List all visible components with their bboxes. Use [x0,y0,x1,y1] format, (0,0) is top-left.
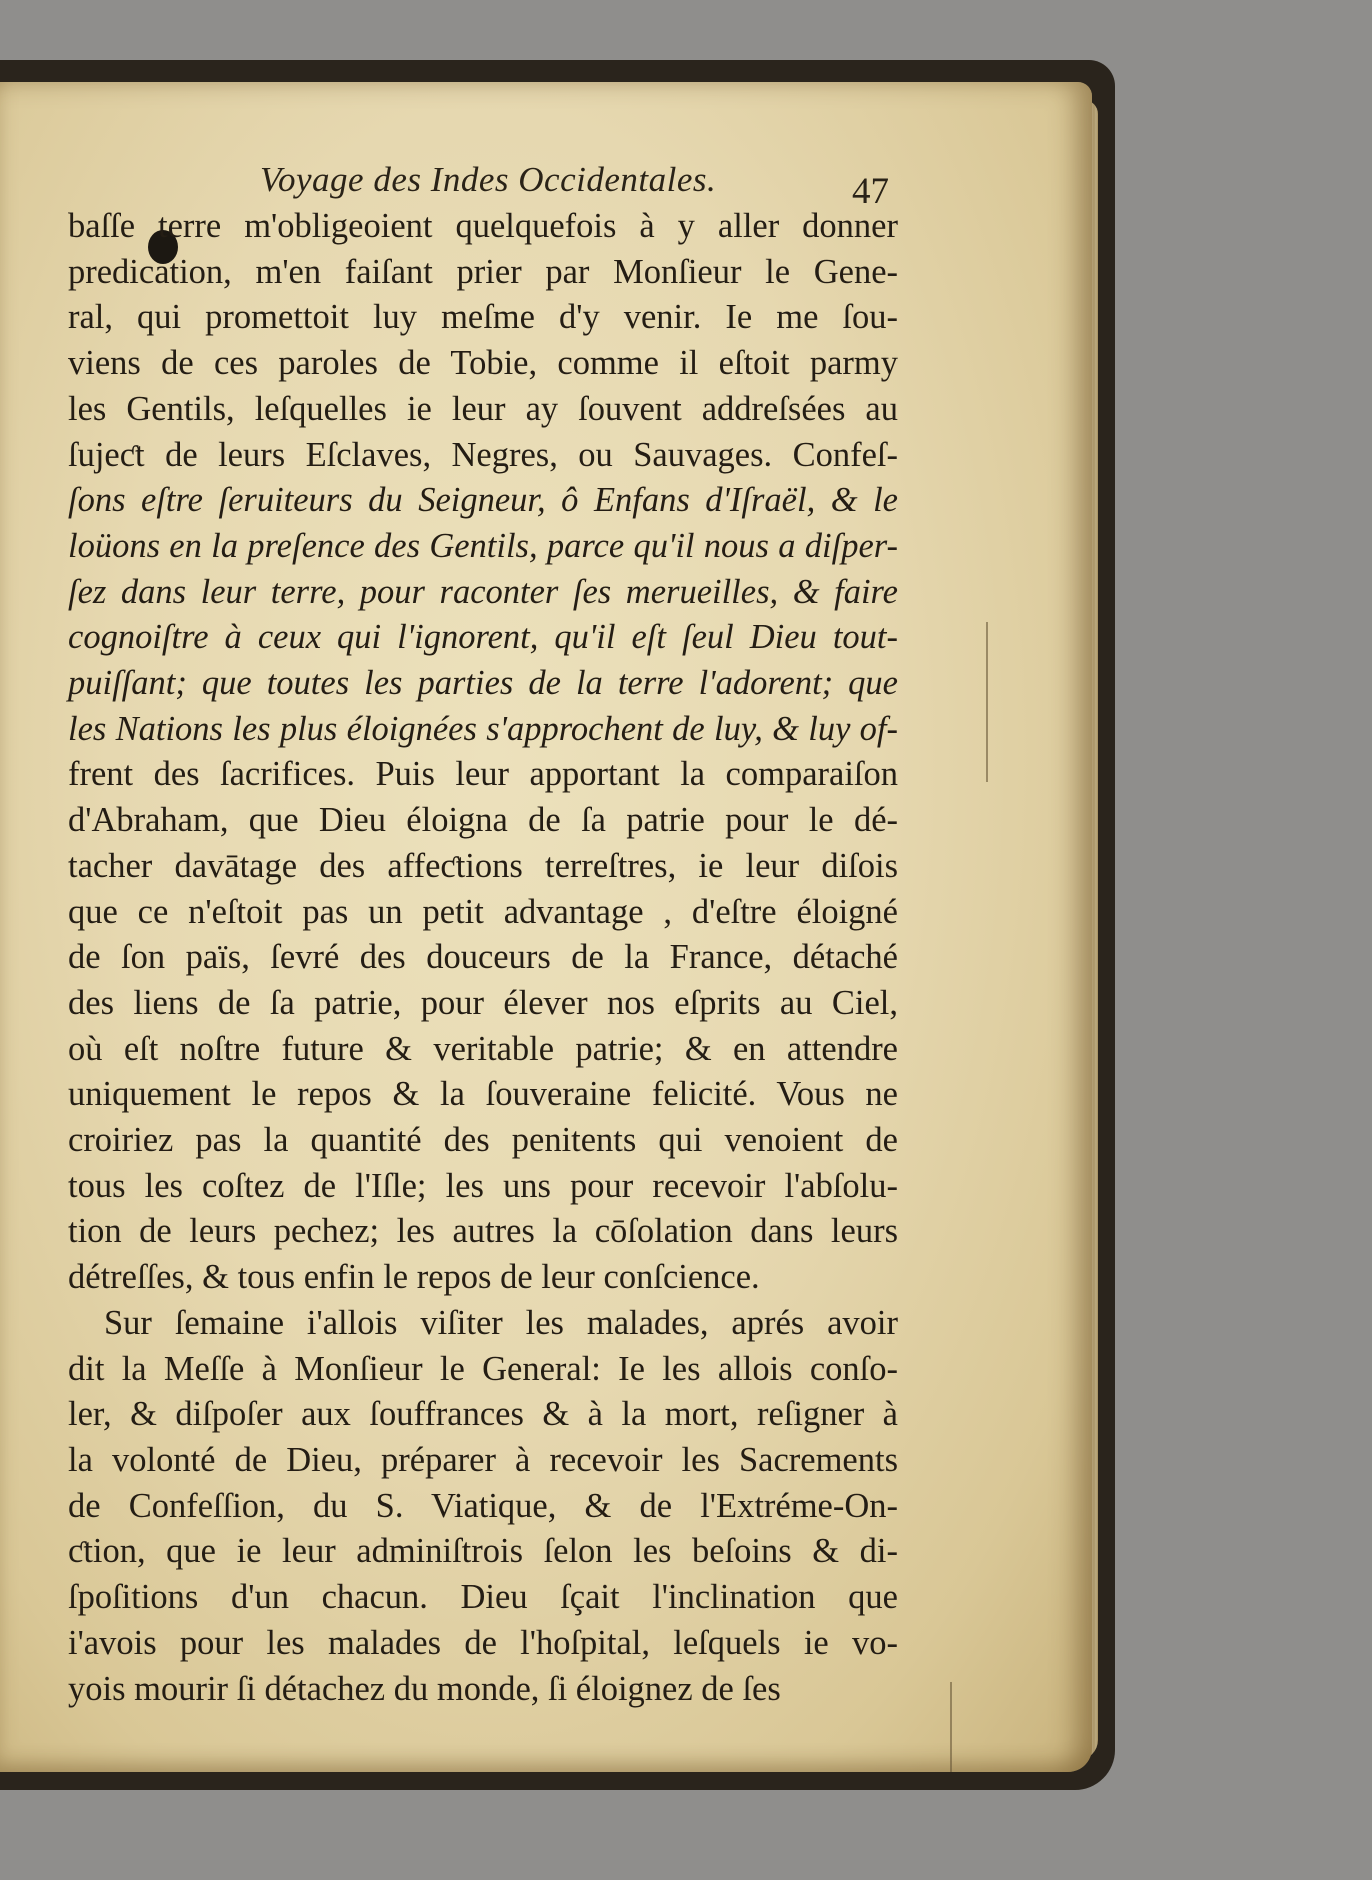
text-line: puiſſant; que toutes les parties de la terre l'adorent; que [68,664,898,703]
text-line: ſons eſtre ſeruiteurs du Seigneur, ô Enfans d'Iſraël, & le [68,481,898,520]
text-line: loüons en la preſence des Gentils, parce qu'il nous a diſper- [68,526,898,565]
margin-mark [986,622,988,782]
text-line: les Gentils, leſquelles ie leur ay ſouvent addreſsées au [68,389,898,428]
text-line: predication, m'en faiſant prier par Monſieur le Gene- [68,252,898,291]
text-line: ral, qui promettoit luy meſme d'y venir. Ie me ſou- [68,298,898,337]
margin-mark [950,1682,952,1772]
text-line: Sur ſemaine i'allois viſiter les malades, aprés avoir [104,1303,898,1342]
text-line: ƈtion, que ie leur adminiſtrois ſelon les beſoins & di- [68,1532,898,1571]
text-line: ler, & diſpoſer aux ſouffrances & à la mort, reſigner à [68,1395,898,1434]
text-line: cognoiſtre à ceux qui l'ignorent, qu'il eſt ſeul Dieu tout- [68,618,898,657]
text-line: de Confeſſion, du S. Viatique, & de l'Extréme-On- [68,1486,898,1525]
text-line: ſpoſitions d'un chacun. Dieu ſçait l'inclination que [68,1578,898,1617]
text-line: la volonté de Dieu, préparer à recevoir les Sacrements [68,1440,898,1479]
text-line: d'Abraham, que Dieu éloigna de ſa patrie pour le dé- [68,801,898,840]
running-head: Voyage des Indes Occidentales. [260,160,717,199]
text-line: les Nations les plus éloignées s'approchent de luy, & luy of- [68,709,898,748]
text-line: uniquement le repos & la ſouveraine felicité. Vous ne [68,1075,898,1114]
text-line: ſujeƈt de leurs Eſclaves, Negres, ou Sauvages. Confeſ- [68,435,898,474]
text-line: de ſon païs, ſevré des douceurs de la France, détaché [68,938,898,977]
text-line: i'avois pour les malades de l'hoſpital, leſquels ie vo- [68,1623,898,1662]
text-line: frent des ſacrifices. Puis leur apportant la comparaiſon [68,755,898,794]
text-line: yois mourir ſi détachez du monde, ſi éloignez de ſes [68,1669,781,1708]
text-line: baſſe terre m'obligeoient quelquefois à y aller donner [68,207,898,245]
text-line: croiriez pas la quantité des penitents qui venoient de [68,1121,898,1160]
text-line: tous les coſtez de l'Iſle; les uns pour recevoir l'abſolu- [68,1166,898,1205]
text-line: viens de ces paroles de Tobie, comme il eſtoit parmy [68,344,898,383]
text-line: détreſſes, & tous enfin le repos de leur conſcience. [68,1258,760,1297]
text-line: que ce n'eſtoit pas un petit advantage , d'eſtre éloigné [68,892,898,931]
text-line: où eſt noſtre future & veritable patrie; & en attendre [68,1029,898,1068]
body-text [68,204,898,1712]
text-line: dit la Meſſe à Monſieur le General: Ie les allois conſo- [68,1349,898,1388]
text-line: ſez dans leur terre, pour raconter ſes merueilles, & faire [68,572,898,611]
page-number: 47 [852,171,889,212]
text-line: tion de leurs pechez; les autres la cōſolation dans leurs [68,1212,898,1251]
text-line: tacher davātage des affeƈtions terreſtres, ie leur diſois [68,846,898,885]
text-line: des liens de ſa patrie, pour élever nos eſprits au Ciel, [68,983,898,1022]
